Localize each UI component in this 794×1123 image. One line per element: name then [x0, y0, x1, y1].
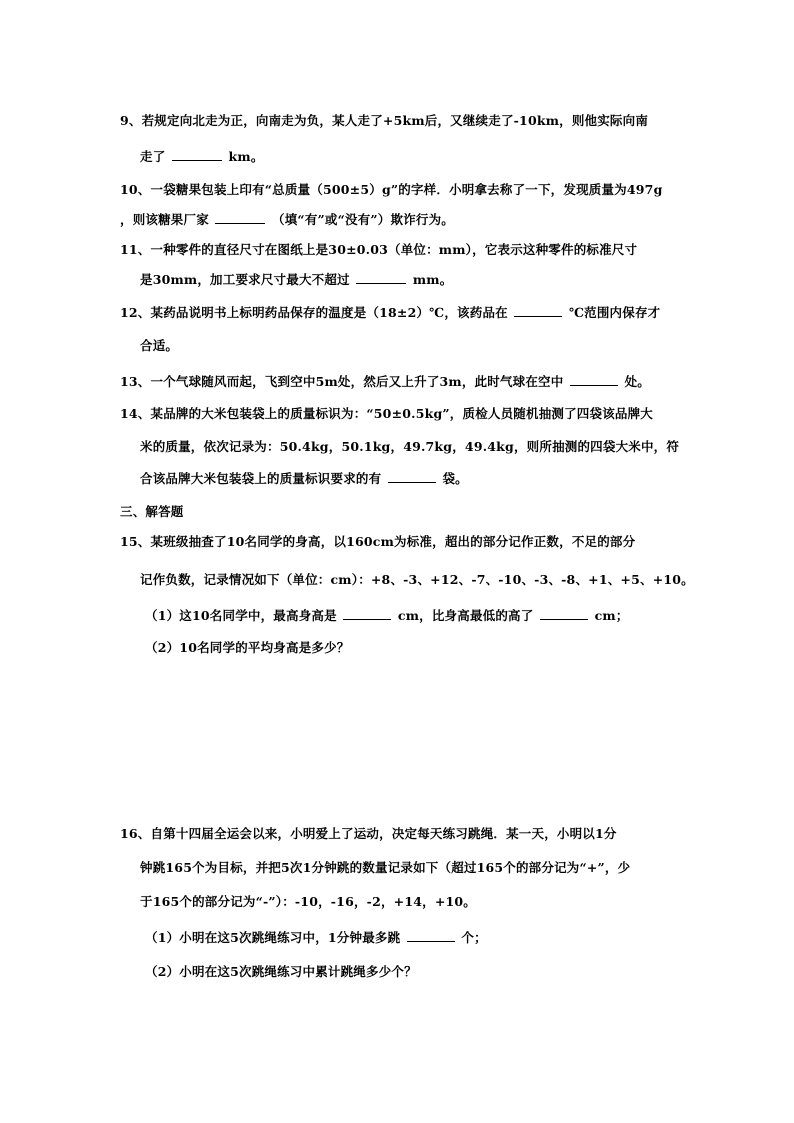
- q14-line-1: 14、某品牌的大米包装袋上的质量标识为：“50±0.5kg”，质检人员随机抽测了四袋该品牌大: [120, 406, 653, 421]
- q13-text-b: 处。: [624, 374, 650, 389]
- q11-line-2: [140, 270, 452, 288]
- q15-answer-blank-2[interactable]: [540, 607, 588, 620]
- q16-part-2: （2）小明在这5次跳绳练习中累计跳绳多少个？: [145, 964, 417, 979]
- q12-answer-blank[interactable]: [514, 304, 562, 317]
- q15-part-2: （2）10名同学的平均身高是多少？: [145, 640, 350, 655]
- q16-line-3: 于165个的部分记为“-”）：-10，-16，-2，+14，+10。: [140, 894, 476, 909]
- q12-text-a: 12、某药品说明书上标明药品保存的温度是（18±2）℃，该药品在: [120, 305, 508, 320]
- q15-part-1-text-a: （1）这10名同学中，最高身高是: [145, 608, 337, 623]
- q9-line-2: [140, 147, 264, 165]
- q11-line-1: 11、一种零件的直径尺寸在图纸上是30±0.03（单位：mm），它表示这种零件的标准尺寸: [120, 242, 638, 257]
- q16-part-1: [145, 928, 487, 946]
- q12-line-2: 合适。: [140, 338, 179, 353]
- q16-line-1: 16、自第十四届全运会以来，小明爱上了运动，决定每天练习跳绳．某一天，小明以1分: [120, 826, 617, 841]
- q16-part-1-text-a: （1）小明在这5次跳绳练习中，1分钟最多跳: [145, 930, 401, 945]
- section-heading: 三、解答题: [120, 504, 184, 519]
- q11-answer-blank[interactable]: [356, 271, 406, 284]
- q9-text-b: km。: [228, 149, 264, 164]
- q10-answer-blank[interactable]: [215, 211, 265, 224]
- q13-answer-blank[interactable]: [570, 373, 618, 386]
- q9-text-a: 走了: [140, 149, 166, 164]
- q16-part-1-text-b: 个；: [461, 930, 487, 945]
- q14-answer-blank[interactable]: [388, 470, 436, 483]
- q15-answer-blank-1[interactable]: [343, 607, 391, 620]
- q16-line-2: 钟跳165个为目标，并把5次1分钟跳的数量记录如下（超过165个的部分记为“+”，少: [140, 860, 631, 875]
- q10-text-b: （填“有”或“没有”）欺诈行为。: [272, 212, 454, 227]
- q14-text-b: 袋。: [442, 471, 468, 486]
- q14-line-2: 米的质量，依次记录为：50.4kg，50.1kg，49.7kg，49.4kg，则所抽测的四袋大米中，符: [140, 439, 680, 454]
- q10-line-1: 10、一袋糖果包装上印有“总质量（500±5）g”的字样．小明拿去称了一下，发现质量为497g: [120, 182, 663, 197]
- q15-part-1-text-c: cm；: [594, 608, 629, 623]
- q10-line-2: [120, 210, 454, 228]
- q12-text-b: ℃范围内保存才: [568, 305, 661, 320]
- q9-line-1: 9、若规定向北走为正，向南走为负，某人走了+5km后，又继续走了-10km，则他实际向南: [120, 113, 649, 128]
- q11-text-b: mm。: [412, 272, 453, 287]
- q15-part-1-text-b: cm，比身高最低的高了: [397, 608, 534, 623]
- q16-answer-blank[interactable]: [407, 929, 455, 942]
- q11-text-a: 是30mm，加工要求尺寸最大不超过: [140, 272, 350, 287]
- q14-line-3: [140, 469, 468, 487]
- q14-text-a: 合该品牌大米包装袋上的质量标识要求的有: [140, 471, 382, 486]
- q15-part-1: [145, 606, 629, 624]
- q15-line-2: 记作负数，记录情况如下（单位：cm）：+8、-3、+12、-7、-10、-3、-8、+1、+5、+10。: [140, 572, 694, 587]
- q10-text-a: ，则该糖果厂家: [120, 212, 209, 227]
- q13-text-a: 13、一个气球随风而起，飞到空中5m处，然后又上升了3m，此时气球在空中: [120, 374, 564, 389]
- q15-line-1: 15、某班级抽查了10名同学的身高，以160cm为标准，超出的部分记作正数，不足的部分: [120, 534, 636, 549]
- q12-line-1: [120, 303, 660, 321]
- q9-answer-blank[interactable]: [172, 148, 222, 161]
- q13-line-1: [120, 372, 650, 390]
